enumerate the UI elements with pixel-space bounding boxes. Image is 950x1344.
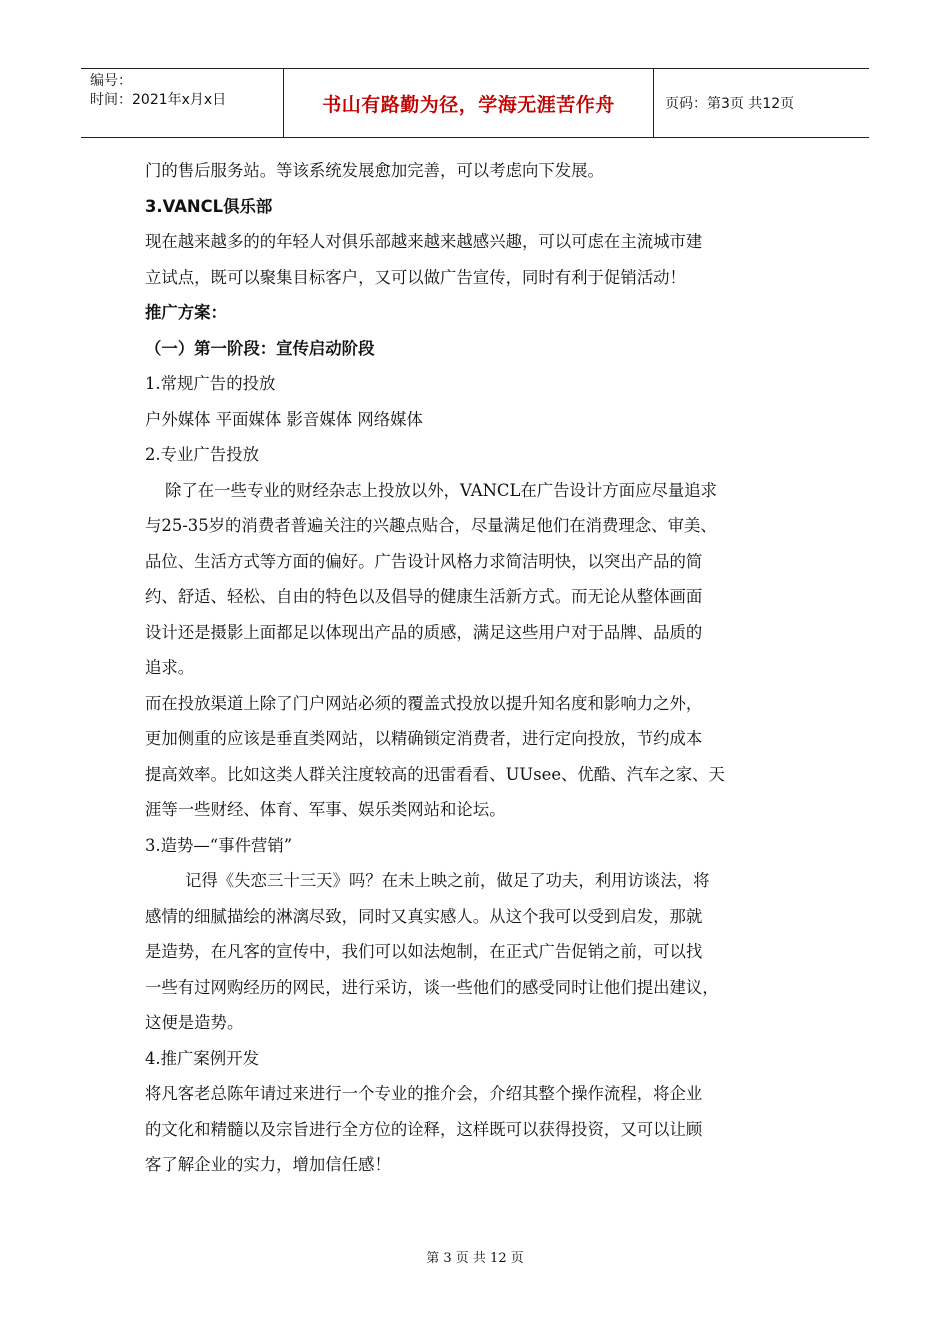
paragraph: 除了在一些专业的财经杂志上投放以外，VANCL在广告设计方面应尽量追求 xyxy=(165,480,718,500)
paragraph: 涯等一些财经、体育、军事、娱乐类网站和论坛。 xyxy=(145,800,506,819)
section-heading: （一）第一阶段：宣传启动阶段 xyxy=(145,338,375,358)
subheading: 1.常规广告的投放 xyxy=(145,374,276,393)
paragraph: 提高效率。比如这类人群关注度较高的迅雷看看、UUsee、优酷、汽车之家、天 xyxy=(145,764,725,784)
paragraph: 而在投放渠道上除了门户网站必须的覆盖式投放以提升知名度和影响力之外， xyxy=(145,693,703,713)
header-meta xyxy=(81,69,283,137)
subheading: 2.专业广告投放 xyxy=(145,445,259,464)
date-label: 时间：2021年x月x日 xyxy=(90,92,227,108)
header-page-info: 页码：第3页 共12页 xyxy=(665,96,795,112)
paragraph: 品位、生活方式等方面的偏好。广告设计风格力求简洁明快，以突出产品的简 xyxy=(145,551,703,571)
paragraph: 记得《失恋三十三天》吗？在未上映之前，做足了功夫，利用访谈法，将 xyxy=(185,871,710,890)
paragraph: 立试点，既可以聚集目标客户，又可以做广告宣传，同时有利于促销活动！ xyxy=(145,267,686,287)
paragraph: 与25-35岁的消费者普遍关注的兴趣点贴合，尽量满足他们在消费理念、审美、 xyxy=(145,516,717,535)
paragraph: 的文化和精髓以及宗旨进行全方位的诠释，这样既可以获得投资，又可以让顾 xyxy=(145,1119,703,1139)
paragraph: 更加侧重的应该是垂直类网站，以精确锁定消费者，进行定向投放，节约成本 xyxy=(145,729,703,748)
paragraph: 户外媒体 平面媒体 影音媒体 网络媒体 xyxy=(145,409,423,429)
paragraph: 是造势，在凡客的宣传中，我们可以如法炮制，在正式广告促销之前，可以找 xyxy=(145,942,703,961)
header-motto: 书山有路勤为径，学海无涯苦作舟 xyxy=(283,69,654,137)
paragraph: 感情的细腻描绘的淋漓尽致，同时又真实感人。从这个我可以受到启发，那就 xyxy=(145,906,703,926)
page-footer: 第 3 页 共 12 页 xyxy=(426,1251,524,1266)
section-heading: 3.VANCL俱乐部 xyxy=(145,196,273,216)
paragraph: 约、舒适、轻松、自由的特色以及倡导的健康生活新方式。而无论从整体画面 xyxy=(145,587,703,606)
paragraph: 设计还是摄影上面都足以体现出产品的质感，满足这些用户对于品牌、品质的 xyxy=(145,622,703,642)
paragraph: 这便是造势。 xyxy=(145,1013,244,1032)
subheading: 3.造势—“事件营销” xyxy=(145,835,293,855)
paragraph: 追求。 xyxy=(145,658,195,677)
number-label: 编号： xyxy=(90,73,132,89)
subheading: 4.推广案例开发 xyxy=(145,1048,259,1068)
paragraph: 门的售后服务站。等该系统发展愈加完善，可以考虑向下发展。 xyxy=(145,161,604,180)
section-heading: 推广方案： xyxy=(145,303,227,322)
document-body xyxy=(145,153,810,1183)
page-header xyxy=(81,68,869,138)
paragraph: 一些有过网购经历的网民，进行采访，谈一些他们的感受同时让他们提出建议， xyxy=(145,977,719,997)
paragraph: 现在越来越多的的年轻人对俱乐部越来越来越感兴趣，可以可虑在主流城市建 xyxy=(145,232,703,251)
paragraph: 将凡客老总陈年请过来进行一个专业的推介会，介绍其整个操作流程，将企业 xyxy=(145,1084,703,1103)
paragraph: 客了解企业的实力，增加信任感！ xyxy=(145,1155,391,1174)
